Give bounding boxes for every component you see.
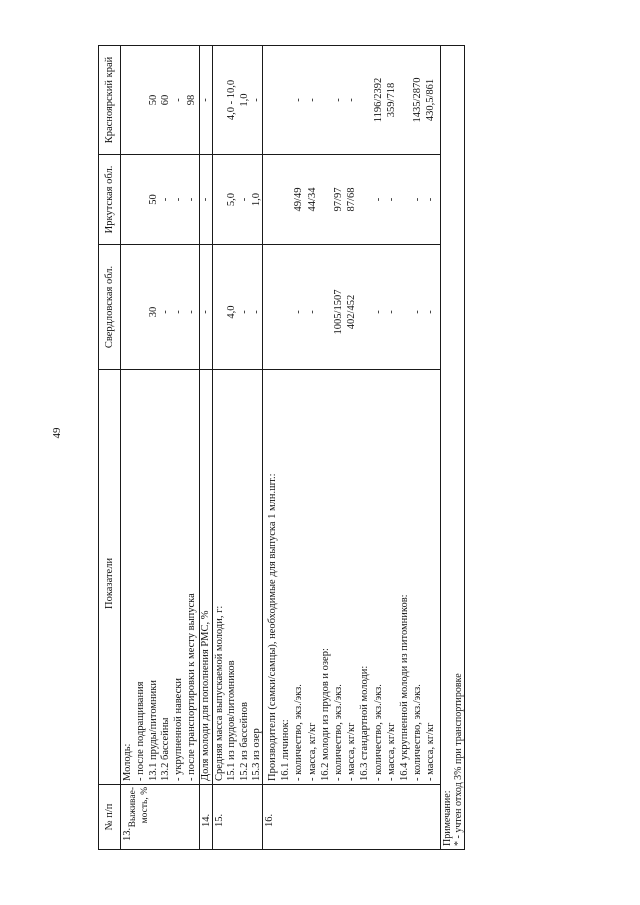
indicator-label: - количество, экз./экз. [293,684,305,781]
value-krasnoyarsk: 1435/2870 [412,77,424,123]
value-krasnoyarsk: 1196/2392 [372,77,384,123]
row-number: 16. [264,813,275,827]
indicator-label-cell [213,369,262,784]
indicator-label: 16.4 укрупненной молоди из питомников: [398,594,410,781]
survival-label-line: Выживае- [128,787,138,828]
indicator-label: Доля молоди для пополнения РМС, % [200,610,211,781]
value-sverdlovsk: 30 [147,306,159,318]
indicator-label: 15.3 из озер [251,728,263,781]
indicator-label: - количество, экз./экз. [412,684,424,781]
value-irkutsk: 50 [147,194,159,205]
indicator-label: 16.2 молоди из прудов и озер: [319,648,331,781]
value-irkutsk-cell [263,154,440,244]
value-sverdlovsk [214,245,227,369]
value-irkutsk: - [425,197,437,202]
value-irkutsk [122,155,135,244]
value-krasnoyarsk: - [346,98,358,102]
table-row [200,46,213,849]
value-krasnoyarsk: - [251,98,263,102]
indicator-label: 13.2 бассейны [160,717,172,781]
value-sverdlovsk-cell [121,244,199,369]
value-krasnoyarsk: - [293,98,305,102]
value-sverdlovsk [319,245,332,369]
indicator-label-cell [121,369,199,784]
value-krasnoyarsk [358,46,371,154]
indicator-label: - после транспортировки к месту выпуска [185,593,197,781]
indicator-label: - после подращивания [134,681,146,781]
value-sverdlovsk: - [173,310,185,314]
value-krasnoyarsk [279,46,292,154]
header-krasnoyarsk: Красноярский край [104,56,115,144]
indicator-label: - количество, экз./экз. [372,684,384,781]
value-krasnoyarsk: 98 [185,94,197,106]
note-row [441,46,464,849]
value-krasnoyarsk: - [200,98,211,102]
survival-label-line: мость, % [140,787,150,824]
value-sverdlovsk: - [160,310,172,314]
value-sverdlovsk: 402/452 [346,294,358,330]
value-sverdlovsk: - [385,310,397,314]
indicator-label: 16.1 личинок: [280,719,292,781]
value-krasnoyarsk: 1,0 [238,93,250,107]
value-irkutsk-cell [200,154,212,244]
value-irkutsk [398,155,411,244]
value-irkutsk [358,155,371,244]
value-irkutsk [266,155,279,244]
value-sverdlovsk [266,245,279,369]
value-irkutsk-cell [213,154,262,244]
indicator-label: 16.3 стандартной молоди: [359,665,371,781]
indicator-label: - масса, кг/кг [385,722,397,781]
value-sverdlovsk-cell [263,244,440,369]
value-irkutsk: - [173,197,185,202]
indicator-label: - масса, кг/кг [346,722,358,781]
value-krasnoyarsk [319,46,332,154]
value-krasnoyarsk-cell [200,46,212,154]
header-indicators: Показатели [99,369,120,784]
value-irkutsk: 49/49 [293,187,305,212]
value-irkutsk: 44/34 [306,187,318,212]
indicator-label: 15.1 из прудов/питомников [226,660,238,781]
value-irkutsk: 5,0 [226,192,238,207]
value-krasnoyarsk: - [306,98,318,102]
value-irkutsk [214,155,227,244]
header-num: № п/п [99,784,120,849]
value-irkutsk: - [412,197,424,202]
value-sverdlovsk [358,245,371,369]
value-krasnoyarsk-cell [121,46,199,154]
note-text: * - учтен отход 3% при транспортировке [453,673,464,846]
value-sverdlovsk-cell [213,244,262,369]
table-body [121,46,441,849]
value-sverdlovsk: - [372,310,384,314]
page-number: 49 [51,427,63,439]
indicator-label-cell [200,369,212,784]
value-krasnoyarsk [135,46,148,154]
value-krasnoyarsk: 359/718 [385,82,397,118]
row-number: 14. [201,813,212,827]
indicator-label: - масса, кг/кг [425,722,437,781]
indicator-label: Молодь: [122,743,133,781]
indicator-label: - масса, кг/кг [306,722,318,781]
row-number-cell [200,784,212,849]
indicator-label: Средняя масса выпускаемой молоди, г: [213,605,225,781]
value-irkutsk: - [200,197,211,202]
value-krasnoyarsk [122,46,135,154]
value-krasnoyarsk: 4,0 - 10,0 [226,79,238,121]
value-krasnoyarsk: 60 [160,94,172,106]
value-sverdlovsk: 1005/1507 [332,289,344,335]
header-sverdlovsk: Свердловская обл. [99,244,120,369]
value-irkutsk [279,155,292,244]
value-irkutsk [135,155,148,244]
value-sverdlovsk: - [293,310,305,314]
row-number-cell [263,784,440,849]
indicator-label: Производители (самки/самцы), необходимые для выпуска 1 млн.шт.: [267,473,278,781]
data-table [98,45,465,850]
value-krasnoyarsk: 430,5/861 [425,78,437,122]
value-sverdlovsk: - [238,310,250,314]
value-irkutsk: 97/97 [332,187,344,212]
row-number: 13. [122,827,133,841]
table-row [213,46,263,849]
value-irkutsk: 87/68 [346,187,358,212]
survival-label [127,787,151,827]
value-sverdlovsk [279,245,292,369]
value-sverdlovsk [398,245,411,369]
value-krasnoyarsk [214,46,227,154]
table-header-row [99,46,121,849]
table-row [263,46,441,849]
note-title: Примечание: [442,790,453,846]
value-sverdlovsk-cell [200,244,212,369]
value-irkutsk [319,155,332,244]
value-sverdlovsk: 4,0 [226,305,238,319]
value-sverdlovsk: - [412,310,424,314]
value-sverdlovsk: - [200,310,211,314]
value-krasnoyarsk [266,46,279,154]
value-irkutsk-cell [121,154,199,244]
value-irkutsk: - [372,197,384,202]
value-sverdlovsk: - [185,310,197,314]
value-irkutsk: - [160,197,172,202]
row-number-cell [121,784,199,849]
row-number: 15. [214,813,225,827]
value-irkutsk: - [185,197,197,202]
row-number-cell [213,784,262,849]
value-krasnoyarsk: 50 [147,94,159,106]
value-sverdlovsk: - [306,310,318,314]
indicator-label: - укрупненной навески [173,678,185,781]
value-krasnoyarsk: - [332,98,344,102]
indicator-label-cell [263,369,440,784]
indicator-label: - количество, экз./экз. [332,684,344,781]
value-sverdlovsk [122,245,135,369]
value-sverdlovsk: - [251,310,263,314]
indicator-label: 13.1 пруды/питомники [147,680,159,781]
value-irkutsk: - [238,197,250,202]
header-irkutsk: Иркутская обл. [99,154,120,244]
value-krasnoyarsk: - [173,98,185,102]
value-krasnoyarsk-cell [263,46,440,154]
table-row [121,46,200,849]
value-irkutsk: 1,0 [251,192,263,207]
indicator-label: 15.2 из бассейнов [238,702,250,781]
value-krasnoyarsk-cell [213,46,262,154]
value-sverdlovsk: - [425,310,437,314]
value-sverdlovsk [135,245,148,369]
value-krasnoyarsk [398,46,411,154]
value-irkutsk: - [385,197,397,202]
